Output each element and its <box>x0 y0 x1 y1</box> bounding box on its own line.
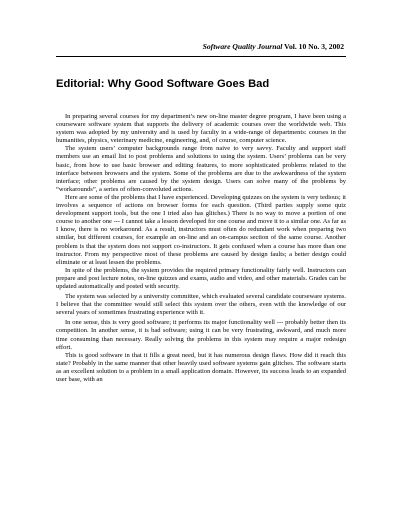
paragraph: Here are some of the problems that I have experienced. Developing quizzes on the system is very tedious; it involves a sequence of actions on browser forms for each question. (Third parties supply some quiz development support tools, but the one I tried also has glitches.) There is no way to move a portion of one course to another one --- I cannot take a lesson developed for one course and move it to a similar one. As far as I know, there is no workaround. As a result, instructors must often do redundant work when preparing two similar, but different courses, for example an on-line and an on-campus section of the same course. Another problem is that the system does not support co-instructors. It gets confused when a course has more than one instructor. From my perspective most of these problems are caused by design faults; a better design could eliminate or at least lessen the problems. <box>56 193 346 266</box>
paragraph: The system was selected by a university committee, which evaluated several candidate courseware systems. I believe that the committee would still select this system over the others, even with the knowledge of our several years of sometimes frustrating experience with it. <box>56 293 346 317</box>
paragraph: The system users’ computer backgrounds range from naive to very savvy. Faculty and support staff members use an email list to post problems and solutions to using the system. Users’ problems can be very basic, from how to use basic browser and editing features, to more sophisticated problems related to the interface between browsers and the system. Some of the problems are due to the awkwardness of the system interface; other problems are caused by the system design. Users can solve many of the problems by “workarounds”, a series of often-convoluted actions. <box>56 145 346 193</box>
running-header <box>203 42 344 51</box>
issue-info: Vol. 10 No. 3, 2002 <box>284 42 344 51</box>
paragraph: In preparing several courses for my department’s new on-line master degree program, I have been using a courseware software system that supports the delivery of academic courses over the worldwide web. This system was adopted by my university and is used by faculty in a wide-range of departments: courses in the humanities, physics, veterinary medicine, engineering, and, of course, computer science. <box>56 113 346 145</box>
header-rule <box>56 56 346 57</box>
paragraph: In spite of the problems, the system provides the required primary functionality fairly well. Instructors can prepare and post lecture notes, on-line quizzes and exams, audio and video, and other materials. Grades can be updated automatically and posted with security. <box>56 266 346 290</box>
paragraph: This is good software in that it fills a great need, but it has numerous design flaws. How did it reach this state? Probably in the same manner that other heavily used software systems gain glitches. The software starts as an excellent solution to a problem in a small application domain. However, its success leads to an expanded user base, with an <box>56 351 346 383</box>
editorial-title: Editorial: Why Good Software Goes Bad <box>56 78 270 90</box>
editorial-body <box>56 113 346 384</box>
journal-name: Software Quality Journal <box>202 42 283 51</box>
paragraph: In one sense, this is very good software; it performs its major functionality well --- probably better then its competition. In another sense, it is bad software; using it can be very frustrating, awkward, and much more time consuming than necessary. Really solving the problems in this system may require a major redesign effort. <box>56 319 346 351</box>
